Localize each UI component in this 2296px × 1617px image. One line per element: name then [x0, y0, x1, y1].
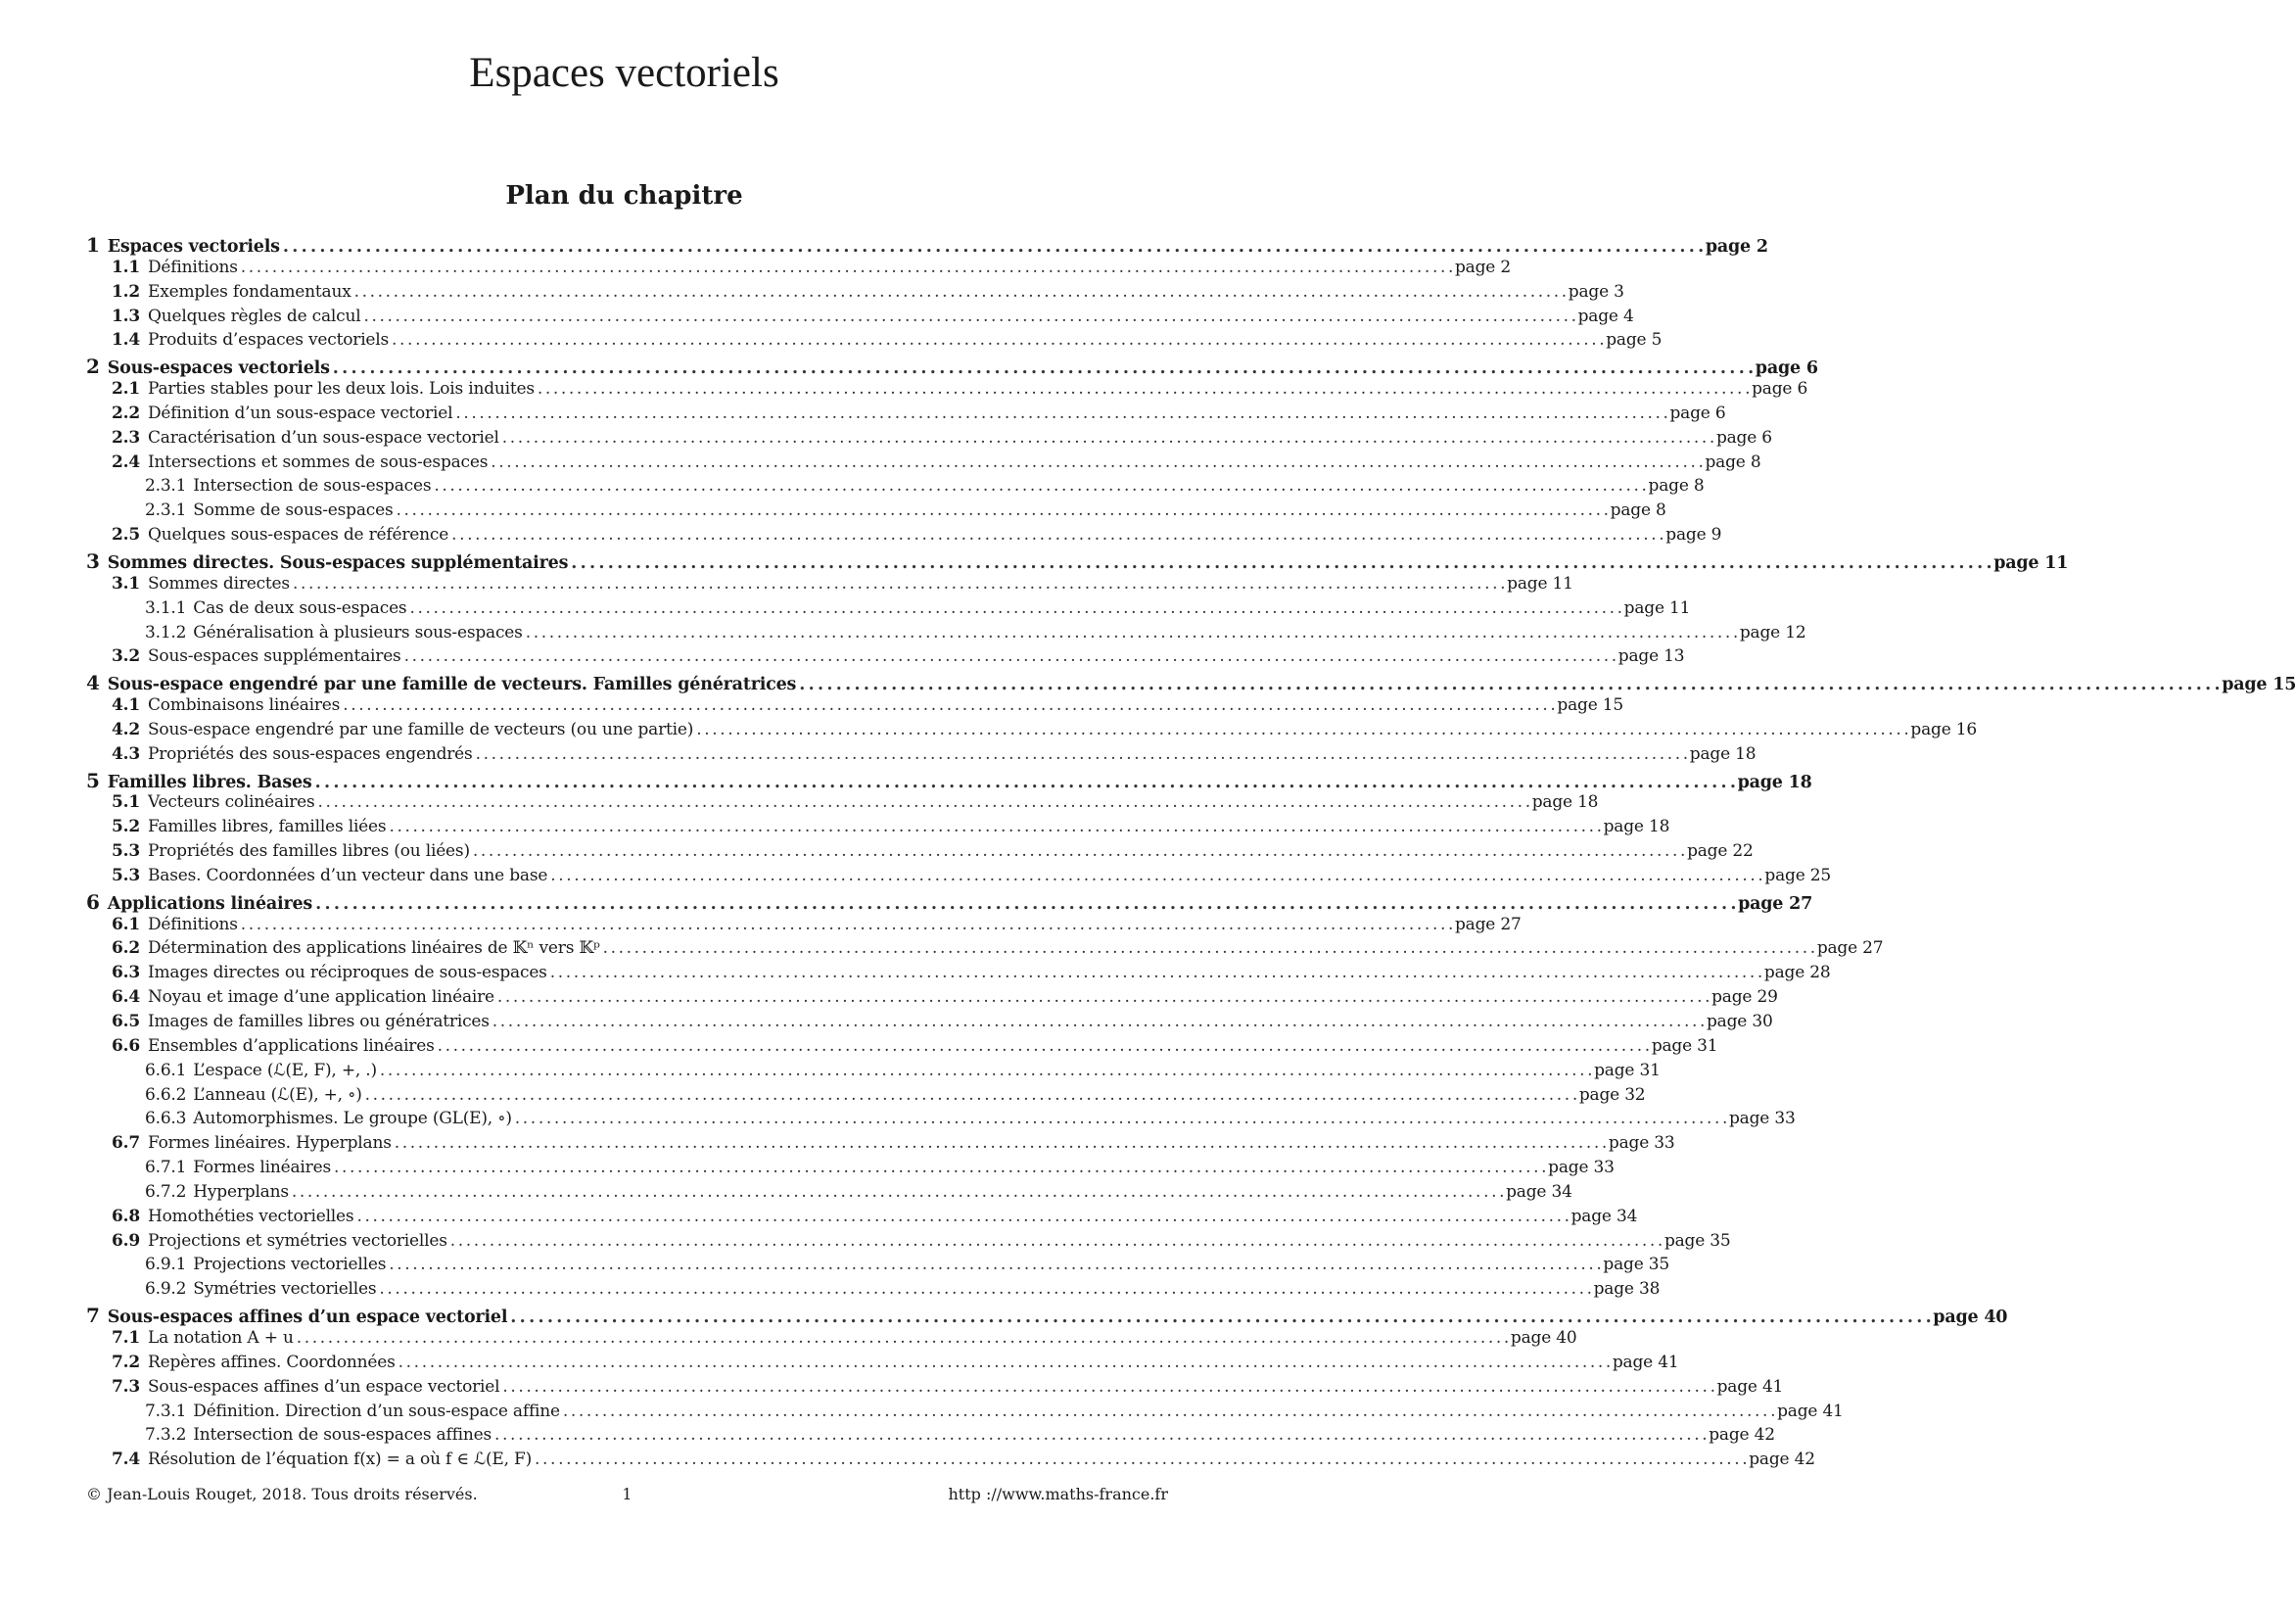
- toc-dot-leader: [398, 1353, 1610, 1372]
- toc-entry-number: 2.4: [112, 452, 140, 472]
- toc-chapter[interactable]: [86, 1304, 2008, 1328]
- toc-entry-number: 2.5: [112, 525, 140, 546]
- toc-entry-page: page 34: [1506, 1181, 1572, 1202]
- toc-entry-number: 3.1.1: [145, 597, 187, 618]
- toc-entry-number: 3.2: [112, 646, 140, 667]
- toc-entry-number: 7.3.2: [145, 1425, 187, 1446]
- toc-entry-label: Sous-espaces supplémentaires: [147, 646, 401, 667]
- toc-entry-number: 6.2: [112, 938, 140, 959]
- toc-dot-leader: [438, 1036, 1649, 1056]
- toc-entry-page: page 16: [1910, 719, 1977, 739]
- toc-entry-page: page 8: [1705, 452, 1761, 472]
- toc-entry-page: page 25: [1764, 865, 1831, 885]
- toc-dot-leader: [241, 915, 1452, 934]
- toc-section[interactable]: [86, 719, 1977, 744]
- toc-entry-number: 4: [86, 671, 100, 695]
- toc-entry-page: page 15: [1557, 695, 1623, 716]
- toc-entry-page: page 42: [1709, 1425, 1775, 1446]
- toc-section[interactable]: [86, 379, 1808, 404]
- toc-entry-page: page 18: [1531, 792, 1599, 813]
- toc-dot-leader: [497, 987, 1709, 1007]
- toc-section[interactable]: [86, 695, 1623, 720]
- page-footer: [86, 1485, 1168, 1508]
- toc-entry-number: 5.3: [112, 841, 140, 862]
- toc-entry-label: Caractérisation d’un sous-espace vectoriel: [147, 427, 499, 448]
- toc-entry-page: page 18: [1603, 817, 1670, 837]
- toc-entry-page: page 42: [1749, 1450, 1815, 1470]
- toc-entry-number: 1.2: [112, 281, 140, 302]
- toc-dot-leader: [404, 646, 1616, 666]
- toc-entry-label: Sommes directes. Sous-espaces supplémentaires: [107, 552, 569, 573]
- toc-entry-page: page 27: [1454, 914, 1522, 934]
- toc-dot-leader: [396, 500, 1607, 520]
- toc-section[interactable]: [86, 938, 1884, 963]
- toc-entry-page: page 4: [1577, 306, 1634, 326]
- toc-dot-leader: [389, 1255, 1600, 1274]
- toc-entry-page: page 38: [1593, 1279, 1661, 1300]
- toc-entry-page: page 2: [1705, 237, 1768, 257]
- toc-section[interactable]: [86, 1035, 1718, 1061]
- toc-section[interactable]: [86, 914, 1522, 939]
- toc-dot-leader: [315, 894, 1735, 914]
- toc-entry-page: page 13: [1617, 646, 1685, 667]
- toc-entry-number: 6.5: [112, 1012, 140, 1031]
- toc-chapter[interactable]: [86, 768, 1812, 793]
- toc-entry-label: Images de familles libres ou génératrices: [147, 1012, 490, 1031]
- toc-entry-page: page 31: [1651, 1035, 1718, 1056]
- toc-subsection[interactable]: [86, 1158, 1615, 1182]
- toc-section[interactable]: [86, 1376, 1784, 1402]
- toc-section[interactable]: [86, 1352, 1679, 1377]
- toc-entry-label: Espaces vectoriels: [107, 237, 280, 257]
- toc-entry-number: 3: [86, 548, 100, 573]
- toc-dot-leader: [550, 963, 1761, 982]
- toc-entry-label: L’espace (ℒ(E, F), +, .): [193, 1060, 377, 1080]
- toc-dot-leader: [510, 1308, 1930, 1327]
- toc-entry-page: page 30: [1706, 1012, 1773, 1031]
- toc-section[interactable]: [86, 963, 1831, 987]
- toc-dot-leader: [409, 598, 1620, 618]
- footer-url[interactable]: http ://www.maths-france.fr: [948, 1485, 1168, 1503]
- toc-dot-leader: [799, 675, 2219, 694]
- footer-copyright: © Jean-Louis Rouget, 2018. Tous droits réservés.: [86, 1485, 478, 1503]
- toc-entry-number: 6.6.1: [145, 1060, 187, 1080]
- toc-entry-page: page 27: [1816, 938, 1884, 959]
- toc-entry-label: Quelques règles de calcul: [147, 306, 361, 326]
- toc-entry-label: Repères affines. Coordonnées: [147, 1352, 396, 1372]
- toc-entry-label: Familles libres, familles liées: [147, 817, 387, 837]
- table-of-contents: [86, 233, 2296, 1474]
- toc-entry-number: 7.3.1: [145, 1401, 187, 1421]
- toc-entry-page: page 31: [1594, 1060, 1661, 1080]
- toc-entry-page: page 11: [1623, 597, 1691, 618]
- toc-dot-leader: [354, 282, 1566, 302]
- toc-entry-number: 6: [86, 889, 100, 914]
- toc-entry-number: 6.6: [112, 1035, 140, 1056]
- toc-entry-label: Somme de sous-espaces: [193, 500, 394, 521]
- toc-subsection[interactable]: [86, 500, 1666, 525]
- toc-entry-number: 6.3: [112, 963, 140, 983]
- toc-entry-label: Hyperplans: [193, 1181, 289, 1202]
- toc-entry-number: 6.9: [112, 1230, 140, 1251]
- toc-dot-leader: [571, 553, 1991, 573]
- toc-dot-leader: [502, 1377, 1713, 1397]
- toc-dot-leader: [380, 1061, 1591, 1080]
- toc-entry-number: 5: [86, 768, 100, 792]
- toc-subsection[interactable]: [86, 1084, 1646, 1110]
- toc-entry-number: 6.8: [112, 1206, 140, 1226]
- toc-section[interactable]: [86, 1133, 1675, 1158]
- toc-dot-leader: [473, 841, 1684, 861]
- toc-entry-page: page 8: [1648, 476, 1705, 497]
- toc-entry-page: page 40: [1933, 1308, 2008, 1328]
- toc-dot-leader: [491, 452, 1702, 472]
- toc-entry-page: page 33: [1728, 1109, 1796, 1129]
- toc-section[interactable]: [86, 525, 1722, 549]
- toc-entry-number: 4.2: [112, 719, 140, 739]
- toc-section[interactable]: [86, 792, 1599, 817]
- toc-dot-leader: [492, 1012, 1704, 1031]
- toc-section[interactable]: [86, 330, 1663, 355]
- toc-entry-page: page 27: [1738, 893, 1813, 914]
- toc-entry-label: Sous-espaces vectoriels: [107, 358, 330, 379]
- toc-entry-page: page 29: [1711, 987, 1778, 1008]
- toc-section[interactable]: [86, 987, 1778, 1012]
- toc-entry-page: page 15: [2222, 675, 2296, 695]
- toc-entry-page: page 5: [1606, 330, 1663, 351]
- toc-subsection[interactable]: [86, 1425, 1775, 1450]
- toc-dot-leader: [395, 1133, 1606, 1153]
- toc-entry-label: Exemples fondamentaux: [147, 281, 351, 302]
- toc-entry-label: Détermination des applications linéaires de 𝕂ⁿ vers 𝕂ᵖ: [147, 938, 600, 959]
- toc-entry-page: page 35: [1663, 1230, 1731, 1251]
- toc-section[interactable]: [86, 1012, 1773, 1036]
- toc-entry-label: Formes linéaires: [193, 1158, 331, 1178]
- toc-entry-number: 5.3: [112, 865, 140, 885]
- toc-section[interactable]: [86, 841, 1754, 866]
- toc-entry-label: Produits d’espaces vectoriels: [147, 330, 390, 351]
- toc-dot-leader: [315, 773, 1735, 792]
- toc-entry-number: 5.2: [112, 817, 140, 837]
- toc-entry-label: Combinaisons linéaires: [147, 695, 341, 716]
- toc-entry-label: Ensembles d’applications linéaires: [147, 1035, 435, 1056]
- toc-dot-leader: [297, 1328, 1508, 1348]
- toc-entry-number: 6.7.1: [145, 1158, 187, 1178]
- toc-chapter[interactable]: [86, 355, 1818, 379]
- toc-dot-leader: [392, 330, 1603, 350]
- document-title: Espaces vectoriels: [469, 50, 779, 96]
- toc-section[interactable]: [86, 257, 1511, 282]
- toc-section[interactable]: [86, 1327, 1577, 1353]
- toc-entry-page: page 8: [1610, 500, 1666, 521]
- toc-dot-leader: [434, 476, 1645, 496]
- toc-dot-leader: [502, 428, 1713, 448]
- toc-section[interactable]: [86, 403, 1726, 428]
- toc-section[interactable]: [86, 817, 1670, 841]
- toc-subsection[interactable]: [86, 1060, 1661, 1085]
- toc-entry-label: Définition d’un sous-espace vectoriel: [147, 403, 453, 423]
- toc-subsection[interactable]: [86, 597, 1691, 623]
- toc-dot-leader: [389, 817, 1600, 836]
- toc-entry-number: 6.9.2: [145, 1279, 187, 1300]
- toc-entry-label: Définitions: [147, 257, 238, 277]
- toc-section[interactable]: [86, 646, 1685, 671]
- toc-entry-label: Sous-espace engendré par une famille de vecteurs. Familles génératrices: [107, 675, 797, 695]
- toc-entry-label: Définition. Direction d’un sous-espace affine: [193, 1401, 560, 1421]
- toc-entry-label: Intersection de sous-espaces: [193, 476, 432, 497]
- toc-entry-label: Familles libres. Bases: [107, 772, 312, 792]
- toc-entry-number: 1: [86, 233, 100, 257]
- toc-subsection[interactable]: [86, 622, 1806, 647]
- toc-dot-leader: [343, 695, 1554, 715]
- toc-entry-number: 2: [86, 355, 100, 379]
- toc-entry-page: page 11: [1507, 573, 1573, 594]
- toc-entry-number: 2.2: [112, 403, 140, 423]
- toc-entry-label: Symétries vectorielles: [193, 1279, 377, 1300]
- toc-entry-page: page 9: [1665, 525, 1722, 546]
- toc-dot-leader: [363, 307, 1574, 326]
- toc-entry-number: 2.3.1: [145, 476, 187, 497]
- toc-entry-number: 6.7.2: [145, 1181, 187, 1202]
- toc-entry-number: 4.1: [112, 695, 140, 716]
- toc-entry-page: page 2: [1454, 257, 1511, 277]
- toc-entry-number: 3.1.2: [145, 622, 187, 642]
- toc-entry-label: Propriétés des familles libres (ou liées): [147, 841, 470, 862]
- toc-entry-number: 6.6.3: [145, 1109, 187, 1129]
- toc-dot-leader: [292, 1182, 1503, 1202]
- toc-entry-page: page 33: [1548, 1158, 1615, 1178]
- toc-entry-page: page 34: [1570, 1206, 1638, 1226]
- toc-dot-leader: [283, 237, 1703, 257]
- toc-dot-leader: [333, 358, 1753, 378]
- toc-subsection[interactable]: [86, 1401, 1844, 1426]
- toc-chapter[interactable]: [86, 548, 2069, 574]
- toc-entry-page: page 22: [1687, 841, 1754, 862]
- toc-entry-label: Formes linéaires. Hyperplans: [147, 1133, 392, 1154]
- toc-section[interactable]: [86, 1450, 1815, 1474]
- toc-entry-number: 4.3: [112, 743, 140, 764]
- toc-chapter[interactable]: [86, 233, 1768, 258]
- toc-dot-leader: [450, 1231, 1662, 1251]
- toc-entry-number: 2.3: [112, 427, 140, 448]
- plan-heading: Plan du chapitre: [505, 181, 743, 211]
- toc-entry-label: Vecteurs colinéaires: [147, 792, 315, 813]
- toc-entry-label: Homothéties vectorielles: [147, 1206, 354, 1226]
- toc-dot-leader: [550, 866, 1761, 885]
- toc-subsection[interactable]: [86, 1279, 1661, 1304]
- toc-entry-label: Bases. Coordonnées d’un vecteur dans une base: [147, 865, 548, 885]
- toc-entry-number: 7.2: [112, 1352, 140, 1372]
- toc-dot-leader: [241, 258, 1452, 277]
- toc-entry-label: Automorphismes. Le groupe (GL(E), ∘): [193, 1109, 512, 1129]
- toc-entry-label: Sous-espaces affines d’un espace vectoriel: [107, 1308, 508, 1328]
- toc-entry-label: Applications linéaires: [107, 893, 313, 914]
- toc-entry-label: Noyau et image d’une application linéaire: [147, 987, 494, 1008]
- toc-section[interactable]: [86, 573, 1573, 598]
- toc-entry-label: Sommes directes: [147, 573, 290, 594]
- toc-dot-leader: [535, 1450, 1746, 1469]
- toc-dot-leader: [318, 792, 1529, 812]
- toc-entry-number: 6.9.1: [145, 1255, 187, 1275]
- toc-entry-number: 5.1: [112, 792, 140, 813]
- toc-entry-number: 2.1: [112, 379, 140, 400]
- toc-entry-label: Intersections et sommes de sous-espaces: [147, 452, 489, 472]
- toc-entry-page: page 35: [1603, 1255, 1670, 1275]
- toc-entry-number: 3.1: [112, 573, 140, 594]
- toc-dot-leader: [356, 1207, 1568, 1226]
- toc-entry-number: 1.3: [112, 306, 140, 326]
- toc-entry-number: 1.1: [112, 257, 140, 277]
- toc-entry-label: Résolution de l’équation f(x) = a où f ∈ ℒ(E, F): [147, 1450, 533, 1470]
- toc-chapter[interactable]: [86, 671, 2296, 695]
- toc-entry-label: La notation A + u: [147, 1327, 294, 1348]
- toc-entry-number: 6.6.2: [145, 1084, 187, 1105]
- toc-dot-leader: [455, 404, 1666, 423]
- toc-dot-leader: [526, 623, 1737, 642]
- toc-entry-number: 6.7: [112, 1133, 140, 1154]
- toc-dot-leader: [696, 720, 1907, 739]
- toc-dot-leader: [515, 1109, 1726, 1128]
- toc-dot-leader: [365, 1085, 1576, 1105]
- toc-entry-label: Propriétés des sous-espaces engendrés: [147, 743, 473, 764]
- toc-entry-number: 1.4: [112, 330, 140, 351]
- toc-entry-label: Généralisation à plusieurs sous-espaces: [193, 622, 523, 642]
- toc-entry-label: Projections et symétries vectorielles: [147, 1230, 447, 1251]
- toc-entry-page: page 11: [1993, 552, 2069, 573]
- toc-section[interactable]: [86, 743, 1757, 769]
- toc-entry-page: page 40: [1510, 1327, 1577, 1348]
- toc-entry-label: Sous-espace engendré par une famille de vecteurs (ou une partie): [147, 719, 694, 739]
- toc-section[interactable]: [86, 1206, 1638, 1231]
- toc-entry-number: 2.3.1: [145, 500, 187, 521]
- toc-entry-page: page 12: [1739, 622, 1806, 642]
- toc-section[interactable]: [86, 865, 1831, 890]
- toc-section[interactable]: [86, 427, 1772, 452]
- toc-entry-label: Images directes ou réciproques de sous-espaces: [147, 963, 547, 983]
- toc-chapter[interactable]: [86, 889, 1813, 915]
- toc-section[interactable]: [86, 452, 1761, 477]
- toc-entry-page: page 32: [1578, 1084, 1646, 1105]
- toc-entry-label: Sous-espaces affines d’un espace vectoriel: [147, 1376, 500, 1397]
- toc-entry-page: page 3: [1568, 281, 1624, 302]
- toc-entry-page: page 41: [1777, 1401, 1844, 1421]
- toc-entry-number: 7.1: [112, 1327, 140, 1348]
- toc-dot-leader: [379, 1279, 1590, 1299]
- toc-entry-page: page 6: [1752, 379, 1808, 400]
- toc-entry-page: page 41: [1612, 1352, 1679, 1372]
- toc-dot-leader: [538, 379, 1749, 399]
- toc-subsection[interactable]: [86, 476, 1705, 500]
- toc-entry-page: page 6: [1669, 403, 1726, 423]
- toc-section[interactable]: [86, 281, 1624, 307]
- toc-entry-label: Cas de deux sous-espaces: [193, 597, 407, 618]
- toc-subsection[interactable]: [86, 1181, 1572, 1207]
- toc-dot-leader: [451, 525, 1663, 545]
- toc-entry-page: page 6: [1715, 427, 1772, 448]
- toc-entry-label: Quelques sous-espaces de référence: [147, 525, 449, 546]
- toc-entry-number: 7.3: [112, 1376, 140, 1397]
- toc-dot-leader: [476, 744, 1687, 764]
- toc-dot-leader: [603, 938, 1814, 958]
- toc-dot-leader: [563, 1402, 1774, 1421]
- toc-section[interactable]: [86, 306, 1634, 331]
- toc-subsection[interactable]: [86, 1109, 1796, 1133]
- toc-dot-leader: [293, 574, 1504, 594]
- toc-entry-label: Définitions: [147, 914, 238, 934]
- toc-entry-number: 7.4: [112, 1450, 140, 1470]
- toc-entry-number: 6.4: [112, 987, 140, 1008]
- toc-entry-page: page 18: [1737, 772, 1812, 792]
- toc-entry-page: page 6: [1755, 358, 1818, 379]
- toc-subsection[interactable]: [86, 1255, 1670, 1279]
- toc-dot-leader: [494, 1425, 1706, 1445]
- toc-entry-label: Projections vectorielles: [193, 1255, 387, 1275]
- toc-entry-page: page 18: [1689, 743, 1757, 764]
- toc-dot-leader: [334, 1158, 1545, 1177]
- toc-section[interactable]: [86, 1230, 1731, 1256]
- toc-entry-label: Intersection de sous-espaces affines: [193, 1425, 492, 1446]
- toc-entry-page: page 33: [1608, 1133, 1675, 1154]
- toc-entry-number: 7: [86, 1304, 100, 1328]
- toc-entry-label: Parties stables pour les deux lois. Lois induites: [147, 379, 535, 400]
- toc-entry-page: page 28: [1763, 963, 1831, 983]
- toc-entry-number: 6.1: [112, 914, 140, 934]
- toc-entry-page: page 41: [1716, 1376, 1784, 1397]
- toc-entry-label: L’anneau (ℒ(E), +, ∘): [193, 1084, 362, 1105]
- footer-page-number: 1: [622, 1485, 633, 1503]
